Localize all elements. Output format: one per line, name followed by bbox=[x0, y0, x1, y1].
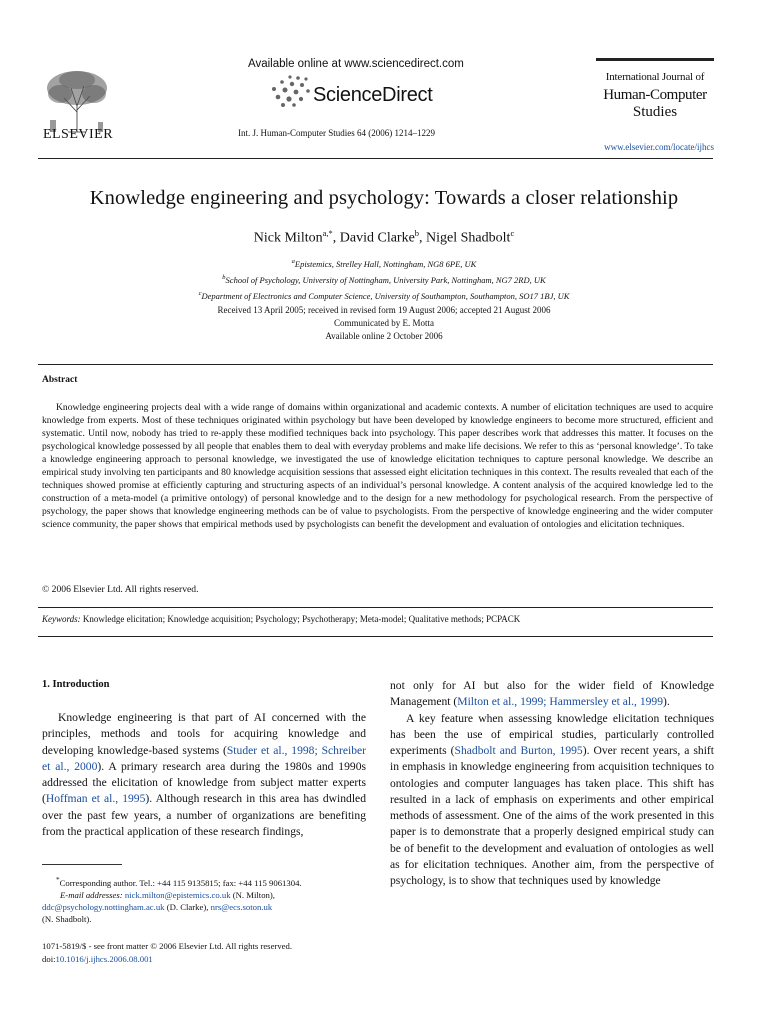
citation-link[interactable]: Milton et al., 1999; Hammersley et al., 1999 bbox=[457, 695, 664, 709]
email-link[interactable]: ddc@psychology.nottingham.ac.uk bbox=[42, 901, 165, 912]
header-divider bbox=[38, 158, 713, 159]
citation-link[interactable]: Studer et al., 1998; Schreiber et al., 2000 bbox=[42, 743, 366, 773]
paragraph: Knowledge engineering is that part of AI concerned with the principles, methods and tools for acquiring knowledge and developing knowledge-based systems (Studer et al., 1998; Schreiber et al., 2000). A primary research area during the 1980s and 1990s addressed the elicitation of knowledge from subject matter experts (Hoffman et al., 1995). Although research in this area has dwindled over the past few years, a number of organizations are benefiting from the practical application of these research findings, bbox=[42, 711, 367, 838]
author-name: David Clarke bbox=[339, 230, 415, 246]
sciencedirect-dots-icon bbox=[268, 74, 314, 108]
journal-logo-line3: Studies bbox=[632, 104, 678, 120]
abstract-copyright: © 2006 Elsevier Ltd. All rights reserved. bbox=[42, 584, 199, 595]
affiliation: $^a$Epistemics, Strelley Hall, Nottingham, NG8 6PE, UK bbox=[291, 258, 477, 269]
journal-url-link[interactable]: www.elsevier.com/locate/ijhcs bbox=[604, 142, 714, 152]
email-link[interactable]: nick.milton@epistemics.co.uk bbox=[124, 889, 231, 900]
email-link[interactable]: nrs@ecs.soton.uk bbox=[210, 901, 273, 912]
corresponding-author-footnote: *Corresponding author. Tel.: +44 115 9135815; fax: +44 115 9061304. E-mail addresses: nick.milton@epistemics.co.uk (N. Milton), ddc@psychology.nottingham.ac.uk (D. Clarke), nrs@ecs.soton.uk (N. Shadbolt). bbox=[42, 874, 372, 925]
author-affiliation-marker[interactable]: a,* bbox=[322, 228, 333, 238]
journal-logo-line2: Human-Computer bbox=[603, 87, 707, 103]
received-dates: Received 13 April 2005; received in revised form 19 August 2006; accepted 21 August 2006 bbox=[217, 305, 551, 315]
abstract-top-divider bbox=[38, 364, 713, 365]
right-column bbox=[390, 678, 714, 889]
communicated-by: Communicated by E. Motta bbox=[334, 318, 434, 328]
footnote-divider bbox=[42, 864, 122, 865]
author-affiliation-marker[interactable]: b bbox=[414, 228, 420, 238]
abstract-body bbox=[42, 402, 713, 532]
abstract-text: Knowledge engineering projects deal with a wide range of domains within organizational and academic contexts. A number of elicitation techniques are used to acquire knowledge from experts. Most of these techniques originated within psychology but have been developed by knowledge engineers to become more structured, efficient and systematic. Until now, nobody has tried to re-apply these modified techniques back into psychology. This paper describes work that addresses this matter. It focuses on the psychological knowledge possessed by all people that enables them to deal with everyday problems and make life decisions. We refer to this as ‘personal knowledge’. To take a knowledge engineering approach to personal knowledge, we investigated the use of knowledge elicitation techniques to capture personal knowledge. We describe an empirical study involving ten participants and 80 knowledge acquisition sessions that assessed eight elicitation techniques in this context. The results revealed that each of the techniques showed promise at efficiently capturing and structuring aspects of an individual’s personal knowledge. A content analysis of the acquired knowledge led to the construction of a meta-model (a primitive ontology) of personal knowledge and to the design for a new methodology for psychological research. From the perspective of psychology, the paper shows that knowledge engineering methods can be of value to psychologists. From the perspective of knowledge engineering and the wider computer science community, the paper shows that empirical methods used by psychologists can benefit the development and evaluation of ontologies and elicitation techniques. bbox=[42, 402, 713, 530]
article-history bbox=[0, 304, 768, 343]
available-online-text: Available online at www.sciencedirect.com bbox=[248, 58, 464, 70]
available-online-date: Available online 2 October 2006 bbox=[325, 331, 443, 341]
keywords-label: Keywords: bbox=[42, 614, 81, 624]
author-name: Nigel Shadbolt bbox=[426, 230, 511, 246]
keywords-divider bbox=[38, 607, 713, 608]
affiliation: $^c$Department of Electronics and Computer Science, University of Southampton, Southampton, SO17 1BJ, UK bbox=[198, 289, 570, 301]
contact-line: Corresponding author. Tel.: +44 115 9135815; fax: +44 115 9061304. bbox=[59, 877, 302, 888]
paragraph: A key feature when assessing knowledge elicitation techniques has been the use of empirical studies, particularly controlled experiments (Shadbolt and Burton, 1995). Over recent years, a shift in emphasis in knowledge engineering from acquisition techniques to ontologies and computer languages has taken place. This shift has resulted in a lack of emphasis on experiments and other empirical methods of assessment. One of the aims of the work presented in this paper is to demonstrate that a properly designed empirical study can be of benefit to the development and evaluation of ontologies as well as for elicitation techniques. Another aim, from the perspective of psychology, is to show that techniques used by knowledge bbox=[390, 711, 714, 887]
abstract-heading: Abstract bbox=[42, 375, 78, 385]
doi-link[interactable]: 10.1016/j.ijhcs.2006.08.001 bbox=[55, 954, 153, 964]
citation-link[interactable]: Hoffman et al., 1995 bbox=[45, 792, 146, 806]
author-name: Nick Milton bbox=[253, 230, 323, 246]
email-label: E-mail addresses: bbox=[60, 889, 123, 900]
issn-line: 1071-5819/$ - see front matter © 2006 Elsevier Ltd. All rights reserved. bbox=[42, 941, 293, 951]
footnote-marker: * bbox=[56, 876, 60, 884]
email-owner: (N. Shadbolt). bbox=[42, 913, 92, 924]
publisher-name: ELSEVIER bbox=[42, 127, 114, 142]
keywords bbox=[42, 614, 520, 624]
journal-logo bbox=[596, 58, 714, 133]
author-list: Nick Milton$^{a,*}$, David Clarke$^b$, Nigel Shadbolt$^c$ bbox=[253, 228, 515, 246]
section-heading: 1. Introduction bbox=[42, 679, 110, 690]
article-title: Knowledge engineering and psychology: Towards a closer relationship bbox=[89, 187, 679, 209]
sciencedirect-wordmark: ScienceDirect bbox=[313, 84, 433, 106]
left-column bbox=[42, 710, 366, 840]
keywords-text: Knowledge elicitation; Knowledge acquisition; Psychology; Psychotherapy; Meta-model; Qualitative methods; PCPACK bbox=[82, 614, 521, 624]
affiliation: $^b$School of Psychology, University of Nottingham, University Park, Nottingham, NG7 2RD, UK bbox=[222, 273, 546, 285]
author-affiliation-marker[interactable]: c bbox=[510, 228, 515, 238]
affiliations bbox=[0, 255, 768, 302]
front-matter: 1071-5819/$ - see front matter © 2006 Elsevier Ltd. All rights reserved. doi:10.1016/j.ijhcs.2006.08.001 bbox=[42, 941, 293, 964]
journal-reference: Int. J. Human-Computer Studies 64 (2006) 1214–1229 bbox=[238, 128, 435, 138]
body-top-divider bbox=[38, 636, 713, 637]
paragraph: not only for AI but also for the wider field of Knowledge Management (Milton et al., 1999; Hammersley et al., 1999). bbox=[390, 679, 714, 709]
journal-logo-line1: International Journal of bbox=[605, 71, 705, 83]
citation-link[interactable]: Shadbolt and Burton, 1995 bbox=[454, 744, 583, 757]
